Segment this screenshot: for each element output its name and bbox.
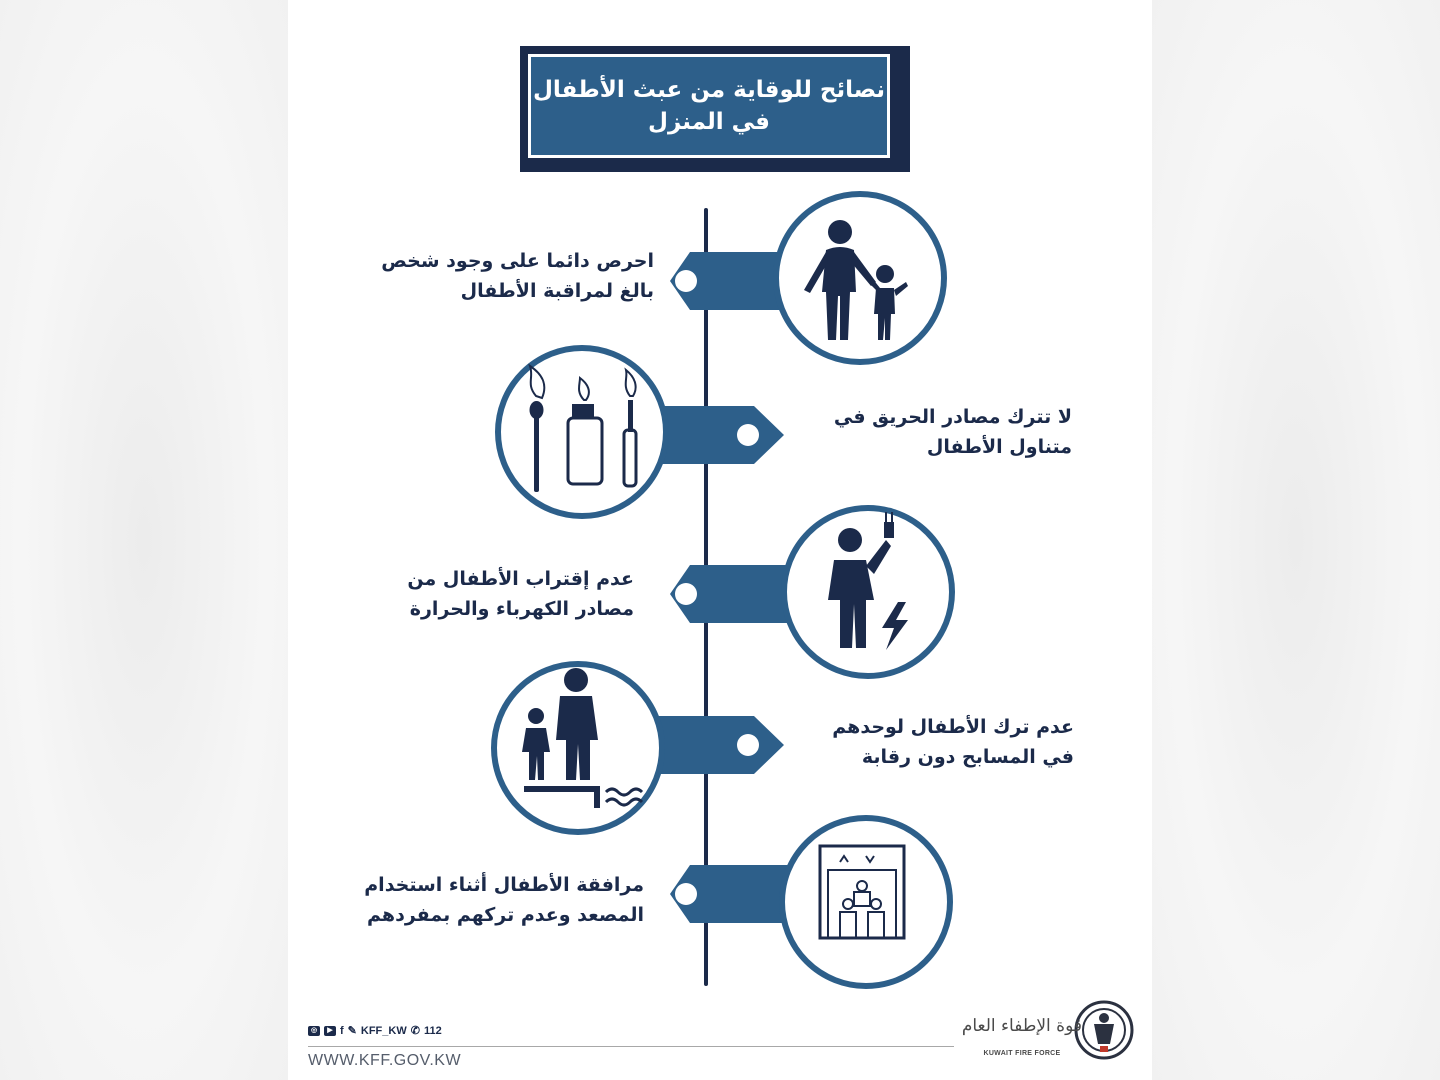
tip-1-line-2: بالغ لمراقبة الأطفال bbox=[460, 280, 654, 302]
social-handle: KFF_KW bbox=[360, 1024, 407, 1037]
facebook-icon[interactable]: f bbox=[340, 1024, 344, 1037]
title-line-1: نصائح للوقاية من عبث الأطفال bbox=[532, 77, 886, 103]
background-right bbox=[1152, 0, 1440, 1080]
tip-2-text bbox=[732, 402, 1072, 462]
tip-4-line-1: عدم ترك الأطفال لوحدهم bbox=[832, 716, 1074, 738]
tip-5-line-1: مرافقة الأطفال أثناء استخدام bbox=[364, 874, 644, 896]
tip-4-line-2: في المسابح دون رقابة bbox=[861, 746, 1074, 768]
tip-3-text bbox=[294, 564, 634, 624]
pool-icon bbox=[494, 664, 662, 832]
tip-4-text bbox=[734, 712, 1074, 772]
instagram-icon[interactable]: ◎ bbox=[308, 1026, 320, 1036]
logo-english-name: KUWAIT FIRE FORCE bbox=[983, 1050, 1061, 1057]
fire-sources-icon bbox=[498, 348, 666, 516]
youtube-icon[interactable]: ▶ bbox=[324, 1026, 336, 1036]
tip-5-text bbox=[304, 870, 644, 930]
logo-arabic-name: قوة الإطفاء العام bbox=[961, 1016, 1082, 1036]
elevator-icon bbox=[782, 818, 950, 986]
social-handles bbox=[308, 1024, 442, 1037]
tip-1-connector bbox=[670, 252, 788, 310]
tip-1-text bbox=[314, 246, 654, 306]
adult-child-icon bbox=[776, 194, 944, 362]
footer-divider bbox=[308, 1046, 954, 1047]
website-link[interactable]: WWW.KFF.GOV.KW bbox=[308, 1052, 462, 1069]
tip-2-line-2: متناول الأطفال bbox=[926, 436, 1072, 458]
infographic-poster bbox=[288, 0, 1152, 1080]
tip-5-connector bbox=[670, 865, 788, 923]
tip-3-line-1: عدم إقتراب الأطفال من bbox=[407, 568, 634, 590]
tip-2-line-1: لا تترك مصادر الحريق في bbox=[833, 406, 1072, 428]
title-line-2: في المنزل bbox=[648, 109, 770, 135]
tip-3-connector bbox=[670, 565, 788, 623]
tip-1-line-1: احرص دائما على وجود شخص bbox=[381, 250, 654, 272]
electricity-icon bbox=[784, 508, 952, 676]
twitter-icon[interactable]: ✎ bbox=[347, 1025, 357, 1037]
tip-5-line-2: المصعد وعدم تركهم بمفردهم bbox=[367, 904, 644, 926]
tip-3-line-2: مصادر الكهرباء والحرارة bbox=[409, 598, 634, 620]
emergency-phone: 112 bbox=[423, 1024, 442, 1037]
phone-icon: ✆ bbox=[410, 1025, 420, 1037]
background-left bbox=[0, 0, 288, 1080]
kff-seal-icon bbox=[1076, 1002, 1132, 1058]
